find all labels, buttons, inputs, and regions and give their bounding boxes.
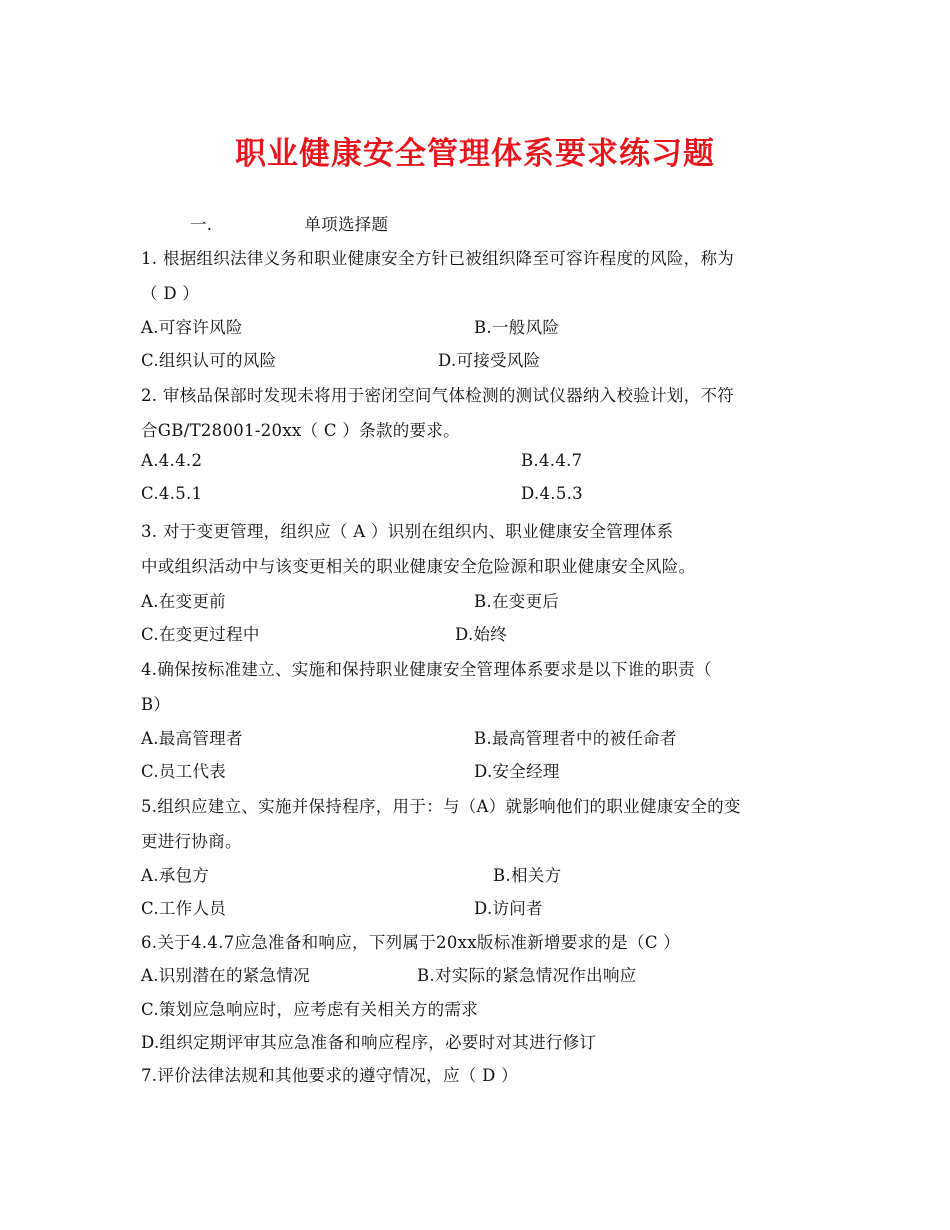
option-c: C.在变更过程中	[141, 625, 260, 644]
option-c: C.组织认可的风险	[141, 351, 277, 370]
option-row	[141, 314, 560, 338]
option-row	[141, 725, 677, 749]
option-row	[141, 451, 583, 470]
option-c: C.策划应急响应时，应考虑有关相关方的需求	[141, 1000, 479, 1019]
question-2-line-2: 合GB/T28001-20xx（ C ）条款的要求。	[141, 421, 460, 440]
option-row	[141, 758, 560, 782]
option-row	[141, 621, 508, 645]
option-row	[141, 962, 637, 986]
option-d: D.可接受风险	[438, 351, 541, 370]
option-row	[141, 895, 543, 919]
option-row	[141, 862, 562, 886]
page-title: 职业健康安全管理体系要求练习题	[235, 136, 715, 172]
option-c: C.工作人员	[141, 899, 227, 918]
question-2-line-1: 2. 审核品保部时发现未将用于密闭空间气体检测的测试仪器纳入校验计划，不符	[141, 386, 735, 405]
question-6-line-1: 6.关于4.4.7应急准备和响应，下列属于20xx版标准新增要求的是（C ）	[141, 933, 681, 952]
question-5-line-2: 更进行协商。	[141, 832, 242, 851]
option-d: D.组织定期评审其应急准备和响应程序，必要时对其进行修订	[141, 1033, 597, 1052]
option-row	[141, 484, 583, 503]
question-1-line-1: 1. 根据组织法律义务和职业健康安全方针已被组织降至可容许程度的风险，称为	[141, 249, 735, 268]
question-4-line-1: 4.确保按标准建立、实施和保持职业健康安全管理体系要求是以下谁的职责（	[141, 660, 712, 679]
option-a: A.可容许风险	[141, 318, 243, 337]
option-a: A.最高管理者	[141, 729, 243, 748]
option-c: C.4.5.1	[141, 484, 203, 503]
section-number: 一.	[190, 215, 213, 234]
option-b: B.最高管理者中的被任命者	[474, 729, 677, 748]
question-7-line-1: 7.评价法律法规和其他要求的遵守情况，应（ D ）	[141, 1066, 518, 1085]
question-3-line-2: 中或组织活动中与该变更相关的职业健康安全危险源和职业健康安全风险。	[141, 557, 696, 576]
question-5-line-1: 5.组织应建立、实施并保持程序，用于：与（A）就影响他们的职业健康安全的变	[141, 797, 741, 816]
option-row	[141, 347, 541, 371]
section-label: 单项选择题	[304, 215, 389, 234]
option-b: B.4.4.7	[521, 451, 583, 470]
option-b: B.在变更后	[474, 592, 560, 611]
option-d: D.4.5.3	[521, 484, 583, 503]
question-3-line-1: 3. 对于变更管理，组织应（ A ）识别在组织内、职业健康安全管理体系	[141, 522, 674, 541]
option-b: B.对实际的紧急情况作出响应	[417, 966, 637, 985]
option-d: D.访问者	[474, 899, 543, 918]
option-a: A.识别潜在的紧急情况	[141, 966, 310, 985]
option-a: A.承包方	[141, 866, 210, 885]
option-row	[141, 588, 560, 612]
option-d: D.始终	[455, 625, 508, 644]
option-d: D.安全经理	[474, 762, 560, 781]
option-a: A.在变更前	[141, 592, 226, 611]
option-b: B.一般风险	[474, 318, 560, 337]
section-heading	[190, 211, 388, 235]
question-4-line-2: B）	[141, 695, 171, 714]
option-c: C.员工代表	[141, 762, 227, 781]
option-b: B.相关方	[493, 866, 562, 885]
question-1-line-2: （ D ）	[141, 284, 200, 303]
option-a: A.4.4.2	[141, 451, 203, 470]
